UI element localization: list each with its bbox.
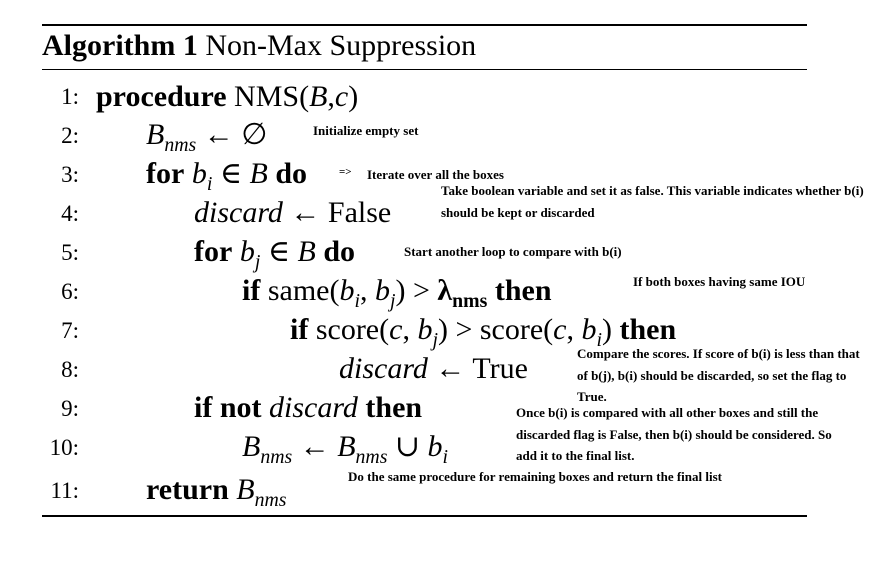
algorithm-label: Algorithm 1 [42, 29, 198, 62]
code-line-11: return $B_{nms}$ [146, 473, 287, 511]
annotation-line-5: Start another loop to compare with b(i) [404, 244, 622, 259]
line-number: 9: [61, 396, 79, 421]
line-number: 7: [61, 318, 79, 343]
annotation-line-10c: add it to the final list. [516, 448, 635, 463]
line-number: 1: [61, 84, 79, 109]
line-number: 10: [49, 435, 79, 460]
annotation-line-8b: of b(j), b(i) should be discarded, so set the flag to [577, 368, 847, 383]
annotation-line-8a: Compare the scores. If score of b(i) is less than that [577, 346, 860, 361]
arrow-icon: => [339, 166, 352, 178]
code-line-5: for $b_j$ ∈ B do [194, 235, 356, 273]
annotation-line-11: Do the same procedure for remaining boxes and return the final list [348, 469, 722, 484]
annotation-line-8c: True. [577, 389, 607, 404]
annotation-line-10a: Once b(i) is compared with all other boxes and still the [516, 405, 819, 420]
line-number: 6: [61, 279, 79, 304]
line-number: 4: [61, 201, 79, 226]
annotation-line-2: Initialize empty set [313, 123, 419, 138]
code-line-4: discard ← False [194, 196, 392, 229]
line-number: 11: [50, 478, 79, 503]
algorithm-name: Non-Max Suppression [205, 29, 477, 62]
code-line-9: if not discard then [194, 391, 423, 424]
code-line-10: $B_{nms}$ ← $B_{nms}$ ∪ $b_i$ [242, 430, 449, 468]
algorithm-title [42, 29, 476, 63]
annotation-line-6: If both boxes having same IOU [633, 274, 806, 289]
code-line-6: if $same(b_i$, $b_j) > \lambda_{nms}$ then [242, 274, 552, 312]
line-number: 3: [61, 162, 79, 187]
code-line-2: $B_{nms}$ ← ∅ [146, 118, 268, 156]
top-rule [42, 24, 807, 26]
code-line-1: procedure NMS(B,c) [96, 80, 359, 113]
code-line-8: discard ← True [339, 352, 528, 385]
line-number: 8: [61, 357, 79, 382]
code-line-3: for $b_i$ ∈ B do [146, 157, 308, 195]
annotation-line-3: Iterate over all the boxes [367, 167, 504, 182]
bottom-rule [42, 515, 807, 517]
line-number: 2: [61, 123, 79, 148]
annotation-line-4a: Take boolean variable and set it as false. This variable indicates whether b(i) [441, 183, 864, 198]
code-line-7: if score(c, $b_j$) > score(c, $b_i$) then [290, 313, 677, 351]
header-rule [42, 69, 807, 70]
line-number: 5: [61, 240, 79, 265]
annotation-line-10b: discarded flag is False, then b(i) should be considered. So [516, 427, 832, 442]
annotation-line-4b: should be kept or discarded [441, 205, 595, 220]
